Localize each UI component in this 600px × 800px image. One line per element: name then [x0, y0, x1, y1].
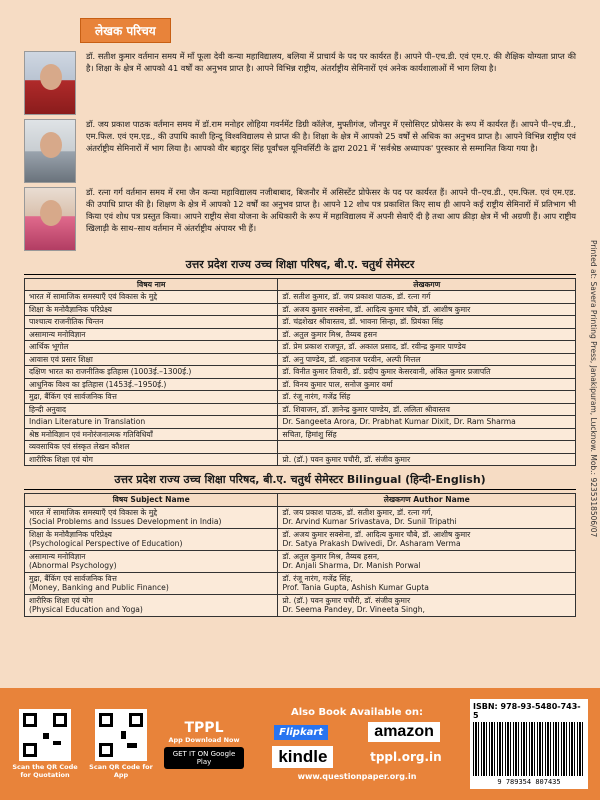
- authors-line: डॉ. अजय कुमार सक्सेना, डॉ. आदित्य कुमार चौबे, डॉ. आशीष कुमार: [282, 529, 471, 539]
- subject-hindi: भारत में सामाजिक समस्याएँ एवं विकास के मुद्दे: [29, 507, 158, 517]
- google-play-badge[interactable]: GET IT ON Google Play: [164, 747, 244, 769]
- subject-hindi: असामान्य मनोविज्ञान: [29, 551, 86, 561]
- subject-table-hindi: [24, 278, 576, 466]
- subject-cell: आधुनिक विश्व का इतिहास (1453ई.–1950ई.): [25, 378, 278, 390]
- subject-hindi: शिक्षा के मनोवैज्ञानिक परिप्रेक्ष्य: [29, 529, 112, 539]
- table-row: [25, 366, 576, 378]
- authors-cell: डॉ. विनीत कुमार तिवारी, डॉ. प्रदीप कुमार केसरवानी, अंकित कुमार प्रजापति: [278, 366, 576, 378]
- authors-line: डॉ. जय प्रकाश पाठक, डॉ. सतीश कुमार, डॉ. रत्ना गर्ग,: [282, 507, 433, 517]
- qr-code-icon: [19, 709, 71, 761]
- authors-line: Dr. Seema Pandey, Dr. Vineeta Singh,: [282, 605, 425, 615]
- table-row: [25, 316, 576, 328]
- subject-english: (Social Problems and Issues Development in India): [29, 517, 222, 527]
- subject-english: (Psychological Perspective of Education): [29, 539, 183, 549]
- website-link[interactable]: tppl.org.in: [370, 750, 442, 764]
- subject-hindi: मुद्रा, बैंकिंग एवं सार्वजनिक वित्त: [29, 573, 117, 583]
- isbn-label: ISBN: 978-93-5480-743-5: [473, 702, 581, 720]
- author-entry: [24, 119, 576, 183]
- authors-line: Prof. Tania Gupta, Ashish Kumar Gupta: [282, 583, 429, 593]
- authors-cell: डॉ. अतुल कुमार मिश्र, तैय्यब हसन: [278, 328, 576, 340]
- table-row: [25, 378, 576, 390]
- subject-cell: पाश्चात्य राजनीतिक चिन्तन: [25, 316, 278, 328]
- authors-cell: डॉ. विनय कुमार पाल, सनोज कुमार वर्मा: [278, 378, 576, 390]
- column-header: लेखकगण: [278, 279, 576, 291]
- column-header: विषय Subject Name: [25, 494, 278, 506]
- tppl-logo: TPPL: [184, 719, 224, 736]
- authors-cell: सचिता, हिमांशु सिंह: [278, 428, 576, 440]
- authors-cell: डॉ. शिवाजन, डॉ. ज्ञानेन्द्र कुमार पाण्डेय, डॉ. ललिता श्रीवास्तव: [278, 403, 576, 415]
- barcode-icon: [473, 722, 585, 776]
- author-entry: [24, 187, 576, 251]
- authors-cell: डॉ. सतीश कुमार, डॉ. जय प्रकाश पाठक, डॉ. रत्ना गर्ग: [278, 291, 576, 303]
- subject-cell: शारीरिक शिक्षा एवं योग: [25, 453, 278, 465]
- table-row: [25, 453, 576, 465]
- website-link-2[interactable]: www.questionpaper.org.in: [297, 772, 417, 781]
- store-logos-row2: [254, 746, 460, 768]
- author-photo: [24, 51, 76, 115]
- subject-cell: आवास एवं प्रसार शिक्षा: [25, 353, 278, 365]
- table-row: [25, 572, 576, 594]
- also-available: [254, 707, 460, 781]
- qr-quotation[interactable]: [12, 709, 78, 780]
- isbn-number: 9 789354 807435: [497, 778, 561, 786]
- column-header: लेखकगण Author Name: [278, 494, 576, 506]
- authors-cell: डॉ. प्रेम प्रकाश राजपूत, डॉ. अकाल प्रसाद, डॉ. रवीन्द्र कुमार पाण्डेय: [278, 341, 576, 353]
- authors-cell: प्रो. (डॉ.) पवन कुमार पचौरी, डॉ. संजीव कुमार: [278, 453, 576, 465]
- subject-english: (Abnormal Psychology): [29, 561, 117, 571]
- subject-cell: आर्थिक भूगोल: [25, 341, 278, 353]
- authors-line: Dr. Satya Prakash Dwivedi, Dr. Asharam Verma: [282, 539, 461, 549]
- table-row: [25, 550, 576, 572]
- qr-app-label: Scan QR Code for App: [89, 762, 153, 779]
- authors-cell: [278, 572, 576, 594]
- subject-cell: व्यवसायिक एवं संस्कृत लेखन कौशल: [25, 441, 278, 453]
- authors-cell: [278, 506, 576, 528]
- table-row: [25, 594, 576, 616]
- table-row: [25, 341, 576, 353]
- table-row: [25, 353, 576, 365]
- table1-title: उत्तर प्रदेश राज्य उच्च शिक्षा परिषद, बी.ए. चतुर्थ सेमेस्टर: [24, 257, 576, 275]
- table-row: [25, 506, 576, 528]
- author-intro-heading: लेखक परिचय: [80, 18, 171, 43]
- printer-info: Printed at: Savera Printing Press, Janakipuram, Lucknow. Mob.: 9235318506/07: [589, 240, 598, 538]
- author-entry: [24, 51, 576, 115]
- store-logos: [254, 722, 460, 742]
- author-photo: [24, 187, 76, 251]
- tppl-subtitle: App Download Now: [168, 735, 240, 744]
- subject-hindi: शारीरिक शिक्षा एवं योग: [29, 595, 93, 605]
- qr-app[interactable]: [88, 709, 154, 780]
- authors-line: प्रो. (डॉ.) पवन कुमार पचौरी, डॉ. संजीव कुमार: [282, 595, 411, 605]
- subject-cell: भारत में सामाजिक समस्याएँ एवं विकास के मुद्दे: [25, 291, 278, 303]
- column-header: विषय नाम: [25, 279, 278, 291]
- authors-line: डॉ. अतुल कुमार मिश्र, तैय्यब हसन,: [282, 551, 380, 561]
- table-row: [25, 391, 576, 403]
- tppl-app-promo[interactable]: [164, 720, 244, 769]
- authors-cell: [278, 441, 576, 453]
- table-row: [25, 291, 576, 303]
- subject-english: (Money, Banking and Public Finance): [29, 583, 169, 593]
- subject-cell: [25, 572, 278, 594]
- subject-cell: Indian Literature in Translation: [25, 416, 278, 428]
- subject-cell: श्रेष्ठ मनोविज्ञान एवं मनोरंजनात्मक गतिविधियाँ: [25, 428, 278, 440]
- subject-cell: मुद्रा, बैंकिंग एवं सार्वजनिक वित्त: [25, 391, 278, 403]
- authors-cell: डॉ. चंद्रशेखर श्रीवास्तव, डॉ. भावना सिन्हा, डॉ. प्रियंका सिंह: [278, 316, 576, 328]
- author-bio: डॉ. रत्ना गर्ग वर्तमान समय में रमा जैन कन्या महाविद्यालय नजीबाबाद, बिजनौर में असिस्टेंट प्रोफेसर के पद पर कार्यरत हैं। आपने पी–एच.डी., एम.फिल. एवं एम.एड. की उपाधि प्राप्त की है। शिक्षण के क्षेत्र में आपको 12 वर्षों का अनुभव प्राप्त है। आपने 12 शोध पत्र प्रकाशित किए साथ ही आपने कई राष्ट्रीय सेमिनारों में प्रतिभाग भी किया एवं शोध पत्र प्रस्तुत किया। आपने राष्ट्रीय सेवा योजना के अधिकारी के रूप में महाविद्यालय में अपनी सेवाएँ दी है तथा आप क्रीड़ा क्षेत्र में भी अग्रणी हैं। आप राष्ट्रीय खिलाड़ी के साथ–साथ वर्तमान में अंतर्राष्ट्रीय अंपायर भी हैं।: [86, 187, 576, 233]
- subject-cell: [25, 506, 278, 528]
- authors-line: Dr. Arvind Kumar Srivastava, Dr. Sunil Tripathi: [282, 517, 457, 527]
- table-row: [25, 303, 576, 315]
- isbn-box: [470, 699, 588, 789]
- subject-cell: दक्षिण भारत का राजनीतिक इतिहास (1003ई.–1300ई.): [25, 366, 278, 378]
- authors-cell: [278, 528, 576, 550]
- amazon-logo[interactable]: amazon: [368, 722, 440, 742]
- table-row: [25, 328, 576, 340]
- also-available-heading: Also Book Available on:: [290, 707, 424, 718]
- authors-cell: डॉ. रंजू नारंग, गजेंद्र सिंह: [278, 391, 576, 403]
- subject-cell: [25, 594, 278, 616]
- subject-cell: हिन्दी अनुवाद: [25, 403, 278, 415]
- qr-quotation-label: Scan the QR Code for Quotation: [12, 762, 78, 779]
- table-row: [25, 403, 576, 415]
- author-photo: [24, 119, 76, 183]
- subject-cell: [25, 528, 278, 550]
- authors-line: Dr. Anjali Sharma, Dr. Manish Porwal: [282, 561, 421, 571]
- flipkart-logo[interactable]: Flipkart: [274, 725, 328, 740]
- authors-cell: डॉ. अनु पाण्डेय, डॉ. शहनाज परवीन, अल्पी मित्तल: [278, 353, 576, 365]
- table-row: [25, 441, 576, 453]
- authors-cell: डॉ. अजय कुमार सक्सेना, डॉ. आदित्य कुमार चौबे, डॉ. आशीष कुमार: [278, 303, 576, 315]
- authors-cell: [278, 594, 576, 616]
- table-row: [25, 428, 576, 440]
- subject-english: (Physical Education and Yoga): [29, 605, 143, 615]
- table-row: [25, 416, 576, 428]
- table2-title: उत्तर प्रदेश राज्य उच्च शिक्षा परिषद, बी.ए. चतुर्थ सेमेस्टर Bilingual (हिन्दी-English): [24, 472, 576, 490]
- authors-cell: Dr. Sangeeta Arora, Dr. Prabhat Kumar Dixit, Dr. Ram Sharma: [278, 416, 576, 428]
- footer-bar: [0, 688, 600, 800]
- kindle-logo[interactable]: kindle: [272, 746, 333, 768]
- authors-cell: [278, 550, 576, 572]
- table-row: [25, 528, 576, 550]
- subject-cell: शिक्षा के मनोवैज्ञानिक परिप्रेक्ष्य: [25, 303, 278, 315]
- authors-line: डॉ. रंजू नारंग, गजेंद्र सिंह,: [282, 573, 353, 583]
- author-bio: डॉ. सतीश कुमार वर्तमान समय में माँ फूला देवी कन्या महाविद्यालय, बलिया में प्राचार्य के पद पर कार्यरत हैं। आपने पी–एच.डी. एवं एम.ए. की शैक्षिक योग्यता प्राप्त की है। शिक्षा के क्षेत्र में आपको 41 वर्षों का अनुभव प्राप्त है। आपने विभिन्न राष्ट्रीय, अंतर्राष्ट्रीय सेमिनारों एवं अनेक कार्यशालाओं में भाग लिया है।: [86, 51, 576, 73]
- author-bio: डॉ. जय प्रकाश पाठक वर्तमान समय में डॉ.राम मनोहर लोहिया गवर्नमेंट डिग्री कॉलेज, मुफ्तीगंज, जौनपुर में एसोसिएट प्रोफेसर के रूप में कार्यरत हैं। आपने पी–एच.डी., एम.फिल. एवं एम.एड., की उपाधि काशी हिन्दू विश्वविद्यालय से प्राप्त की है। शिक्षा के क्षेत्र में आपको 25 वर्षों से अधिक का अनुभव प्राप्त है। आपने विभिन्न राष्ट्रीय एवं अंतर्राष्ट्रीय सेमिनारों में भाग लिया है। आपको वीर बहादुर सिंह पूर्वांचल यूनिवर्सिटी के द्वारा 2021 में 'सर्वश्रेष्ठ अध्यापक' पुरस्कार से सम्मानित किया गया है।: [86, 119, 576, 153]
- qr-code-icon: [95, 709, 147, 761]
- subject-cell: असामान्य मनोविज्ञान: [25, 328, 278, 340]
- subject-table-bilingual: [24, 493, 576, 616]
- subject-cell: [25, 550, 278, 572]
